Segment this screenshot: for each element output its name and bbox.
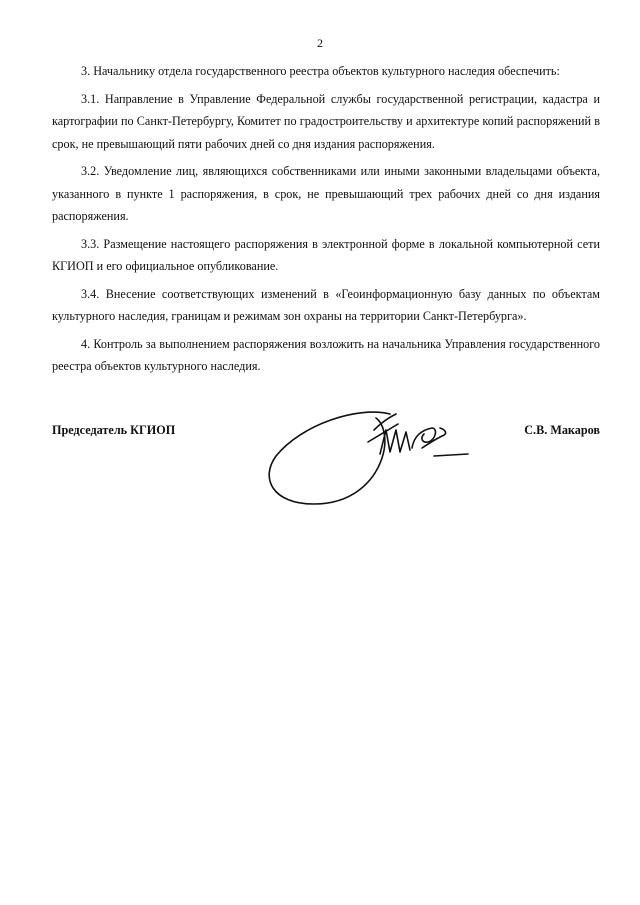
document-body [52,60,600,383]
paragraph-3-4: 3.4. Внесение соответствующих изменений в «Геоинформационную базу данных по объектам культурного наследия, границам и режимам зон охраны на территории Санкт-Петербурга». [52,286,600,323]
signatory-name: С.В. Макаров [524,423,600,437]
signatory-title: Председатель КГИОП [52,423,176,437]
paragraph-3-1: 3.1. Направление в Управление Федеральной службы государственной регистрации, кадастра и картографии по Санкт-Петербургу, Комитет по градостроительству и архитектуре копий распоряжений в срок, не превышающий пяти рабочих дней со дня издания распоряжения. [52,91,600,151]
page-number: 2 [317,36,323,50]
paragraph-3: 3. Начальнику отдела государственного реестра объектов культурного наследия обеспечить: [81,64,560,78]
paragraph-3-3: 3.3. Размещение настоящего распоряжения в электронной форме в локальной компьютерной сети КГИОП и его официальное опубликование. [52,236,600,273]
paragraph-4: 4. Контроль за выполнением распоряжения возложить на начальника Управления государственного реестра объектов культурного наследия. [52,336,600,373]
handwritten-signature [262,400,482,510]
paragraph-3-2: 3.2. Уведомление лиц, являющихся собственниками или иными законными владельцами объекта, указанного в пункте 1 распоряжения, в срок, не превышающий трех рабочих дней со дня издания распоряжения. [52,164,600,223]
